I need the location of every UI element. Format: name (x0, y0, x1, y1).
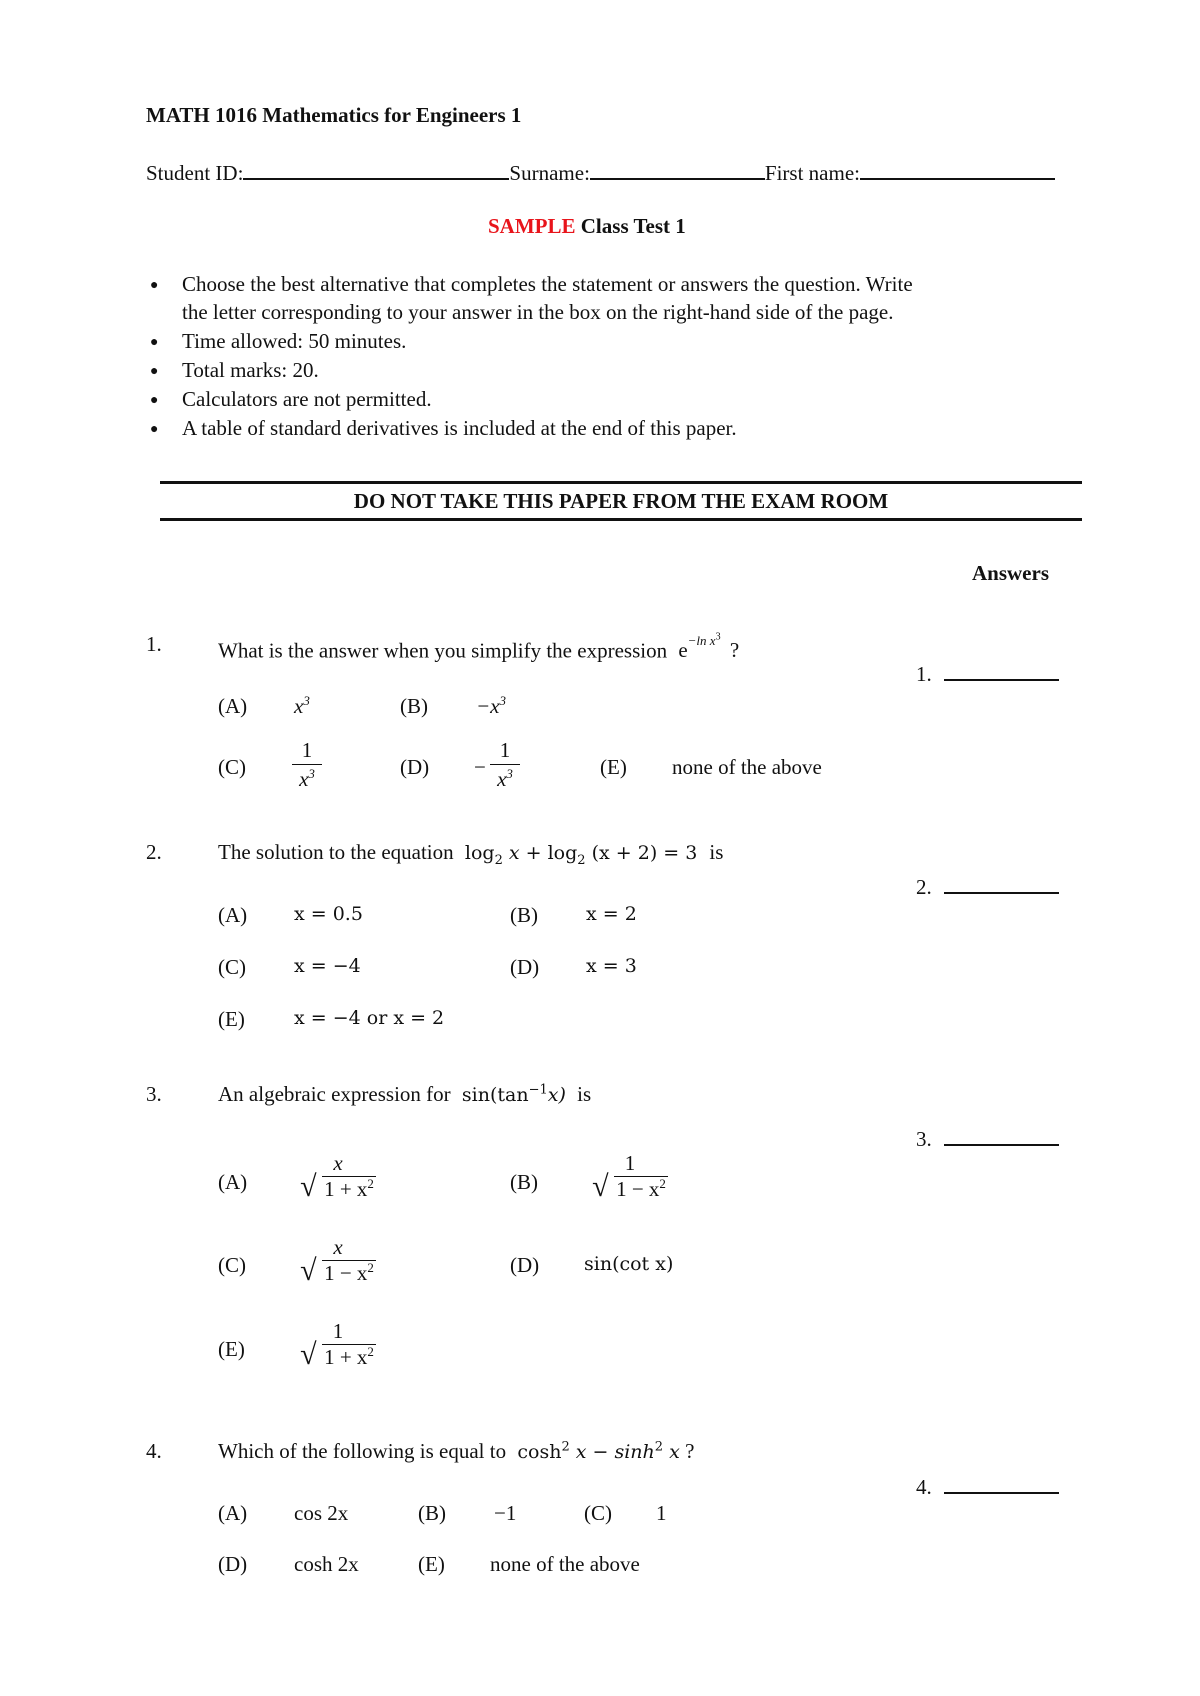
instruction-line: Time allowed: 50 minutes. (182, 329, 407, 353)
option-a[interactable]: cos 2x (294, 1501, 349, 1525)
option-e[interactable]: x = −4 or x = 2 (294, 1007, 445, 1029)
sample-word: SAMPLE (488, 214, 576, 238)
question-text: An algebraic expression for $\sin(\tan^{-1}x)$ is (218, 1082, 592, 1106)
first-name-label: First name: (764, 161, 860, 185)
option-label: (D) (510, 955, 540, 979)
option-label: (C) (218, 955, 246, 979)
student-id-label: Student ID: (146, 161, 244, 185)
option-e[interactable]: none of the above (490, 1552, 640, 1576)
option-label: (B) (510, 903, 538, 927)
option-c[interactable]: x √ $1 - x^2$ (300, 1235, 374, 1287)
option-label: (C) (218, 1253, 246, 1277)
option-label: (E) (418, 1552, 445, 1576)
option-label: (E) (600, 755, 627, 779)
test-title (488, 214, 686, 239)
course-title: MATH 1016 Mathematics for Engineers 1 (146, 103, 522, 127)
instruction-line: Choose the best alternative that completes the statement or answers the question. Write (182, 272, 913, 296)
question-number: 4. (146, 1439, 162, 1463)
answer-slot-4[interactable]: 4. (916, 1474, 1059, 1500)
question-text: The solution to the equation $\log_2 x + \log_2 (x + 2) = 3$ is (218, 840, 724, 868)
student-info-row (146, 158, 1055, 186)
bullet-icon: ● (150, 393, 159, 408)
option-label: (D) (400, 755, 430, 779)
answer-slot-1[interactable]: 1. (916, 661, 1059, 687)
answer-slot-3[interactable]: 3. (916, 1126, 1059, 1152)
option-d[interactable]: 1 $x^3$ (490, 737, 520, 792)
option-e[interactable]: none of the above (672, 755, 822, 779)
question-number: 3. (146, 1082, 162, 1106)
class-test-title: Class Test 1 (580, 214, 686, 238)
option-c[interactable]: 1 (656, 1501, 667, 1525)
option-label: (B) (400, 694, 428, 718)
option-label: (B) (510, 1170, 538, 1194)
bullet-icon: ● (150, 278, 159, 293)
answer-slot-2[interactable]: 2. (916, 874, 1059, 900)
bullet-icon: ● (150, 364, 159, 379)
option-b[interactable]: −1 (494, 1501, 517, 1525)
option-e[interactable]: 1 √ $1 + x^2$ (300, 1319, 374, 1371)
option-d[interactable]: sin(cot x) (584, 1253, 674, 1275)
option-a[interactable]: $x^3$ (294, 693, 310, 718)
option-b[interactable]: 1 √ $1 - x^2$ (592, 1151, 666, 1203)
option-label: (C) (218, 755, 246, 779)
surname-field[interactable] (590, 158, 765, 180)
option-label: (A) (218, 1170, 248, 1194)
bullet-icon: ● (150, 422, 159, 437)
surname-label: Surname: (509, 161, 590, 185)
option-label: (C) (584, 1501, 612, 1525)
option-label: (A) (218, 694, 248, 718)
first-name-field[interactable] (860, 158, 1055, 180)
question-text: Which of the following is equal to $\cosh^2 x - \sinh^2 x$ ? (218, 1439, 695, 1463)
option-b[interactable]: $-x^3$ (476, 693, 506, 718)
banner-bottom-rule (160, 518, 1082, 521)
option-c[interactable]: 1 $x^3$ (292, 737, 322, 792)
option-label: (E) (218, 1337, 245, 1361)
bullet-icon: ● (150, 335, 159, 350)
option-a[interactable]: x = 0.5 (294, 903, 363, 925)
instruction-line: Calculators are not permitted. (182, 387, 432, 411)
option-c[interactable]: x = −4 (294, 955, 361, 977)
option-label: (A) (218, 903, 248, 927)
question-number: 1. (146, 632, 162, 656)
option-d[interactable]: x = 3 (586, 955, 637, 977)
question-number: 2. (146, 840, 162, 864)
option-b[interactable]: x = 2 (586, 903, 637, 925)
option-label: (A) (218, 1501, 248, 1525)
option-a[interactable]: x √ $1 + x^2$ (300, 1151, 374, 1203)
option-label: (E) (218, 1007, 245, 1031)
instruction-line: the letter corresponding to your answer in the box on the right-hand side of the page. (182, 300, 894, 324)
instruction-line: Total marks: 20. (182, 358, 319, 382)
option-label: (B) (418, 1501, 446, 1525)
student-id-field[interactable] (243, 158, 509, 180)
answers-heading: Answers (972, 561, 1049, 585)
option-d-sign: − (474, 755, 486, 779)
option-label: (D) (218, 1552, 248, 1576)
option-label: (D) (510, 1253, 540, 1277)
question-text: What is the answer when you simplify the expression $e^{-ln x^3}$ ? (218, 632, 740, 663)
instruction-line: A table of standard derivatives is included at the end of this paper. (182, 416, 737, 440)
banner-top-rule (160, 481, 1082, 484)
banner-text: DO NOT TAKE THIS PAPER FROM THE EXAM ROOM (353, 489, 889, 513)
option-d[interactable]: cosh 2x (294, 1552, 359, 1576)
